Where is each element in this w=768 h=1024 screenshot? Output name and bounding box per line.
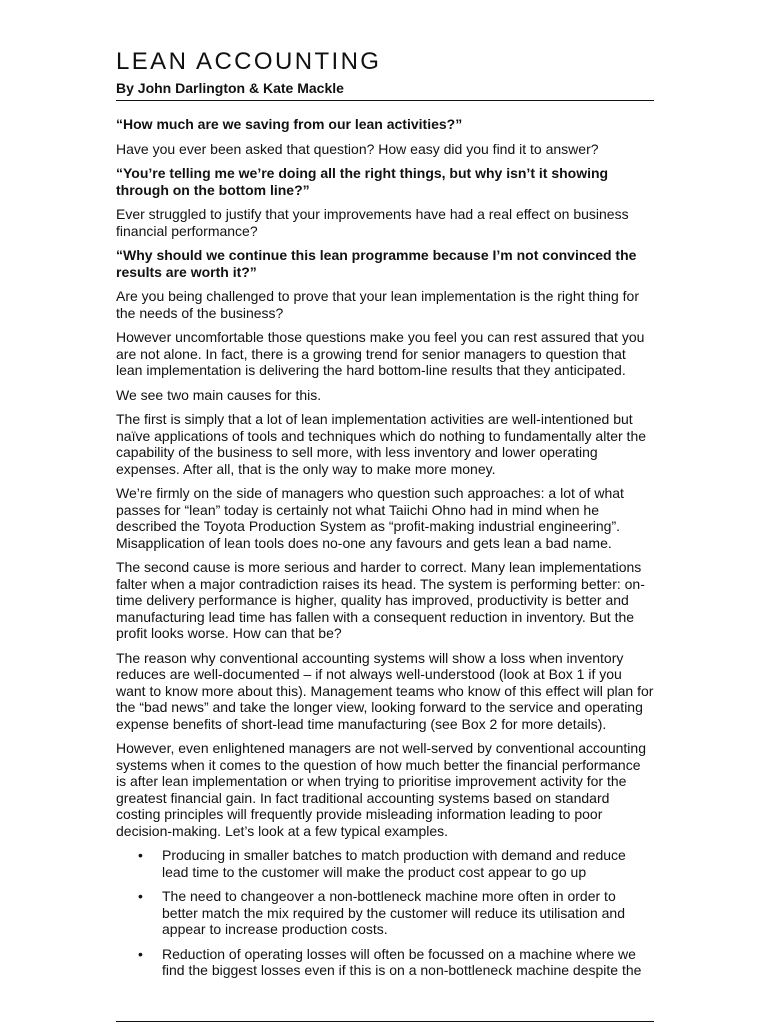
paragraph: Have you ever been asked that question? How easy did you find it to answer? xyxy=(116,140,599,157)
paragraph: The reason why conventional accounting systems will show a loss when inventory reduces are well-documented – if not always well-understood (look at Box 1 if you want to know more about this). Management teams who know of this effect will plan for the “bad news” and take the longer view, looking forward to the service and operating expense benefits of short-lead time manufacturing (see Box 2 for more details). xyxy=(116,649,654,732)
quote-heading: “Why should we continue this lean programme because I’m not convinced the results are worth it?” xyxy=(116,247,637,280)
author-byline: By John Darlington & Kate Mackle xyxy=(116,80,344,96)
quote-heading: “How much are we saving from our lean activities?” xyxy=(116,116,463,132)
footer-rule xyxy=(116,1021,654,1022)
list-item xyxy=(116,946,654,979)
list-item xyxy=(116,847,654,880)
paragraph: We see two main causes for this. xyxy=(116,386,322,403)
header-rule xyxy=(116,100,654,101)
paragraph: However, even enlightened managers are not well-served by conventional accounting systems when it comes to the question of how much better the financial performance is after lean implementation or when trying to prioritise improvement activity for the greatest financial gain. In fact traditional accounting systems based on standard costing principles will frequently provide misleading information leading to poor decision-making. Let’s look at a few typical examples. xyxy=(116,740,646,839)
paragraph: We’re firmly on the side of managers who question such approaches: a lot of what passes for “lean” today is certainly not what Taiichi Ohno had in mind when he described the Toyota Production System as “profit-making industrial engineering”. Misapplication of lean tools does no-one any favours and gets lean a bad name. xyxy=(116,485,624,551)
paragraph: Ever struggled to justify that your improvements have had a real effect on business financial performance? xyxy=(116,206,629,239)
paragraph: The first is simply that a lot of lean implementation activities are well-intentioned but naïve applications of tools and techniques which do nothing to fundamentally alter the capability of the business to sell more, with less inventory and lower operating expenses. After all, that is the only way to make more money. xyxy=(116,411,647,477)
bullet-icon: • xyxy=(138,945,143,962)
bullet-icon: • xyxy=(138,847,143,863)
paragraph: The second cause is more serious and harder to correct. Many lean implementations falter when a major contradiction raises its head. The system is performing better: on-time delivery performance is higher, quality has improved, productivity is better and manufacturing lead time has fallen with a consequent reduction in inventory. But the profit looks worse. How can that be? xyxy=(116,559,645,641)
list-item-text: The need to changeover a non-bottleneck machine more often in order to better match the mix required by the customer will reduce its utilisation and appear to increase production costs. xyxy=(162,888,625,937)
paragraph: However uncomfortable those questions make you feel you can rest assured that you are not alone. In fact, there is a growing trend for senior managers to question that lean implementation is delivering the hard bottom-line results that they anticipated. xyxy=(116,329,645,378)
quote-heading: “You’re telling me we’re doing all the right things, but why isn’t it showing through on the bottom line?” xyxy=(116,165,609,198)
list-item-text: Reduction of operating losses will often be focussed on a machine where we find the biggest losses even if this is on a non-bottleneck machine despite the xyxy=(162,945,642,978)
example-list xyxy=(116,847,654,979)
list-item xyxy=(116,888,654,938)
document-title: LEAN ACCOUNTING xyxy=(116,48,382,75)
article-body xyxy=(116,116,654,979)
paragraph: Are you being challenged to prove that your lean implementation is the right thing for the needs of the business? xyxy=(116,288,639,321)
document-page xyxy=(116,48,654,987)
list-item-text: Producing in smaller batches to match production with demand and reduce lead time to the customer will make the product cost appear to go up xyxy=(162,847,626,880)
bullet-icon: • xyxy=(138,888,143,904)
